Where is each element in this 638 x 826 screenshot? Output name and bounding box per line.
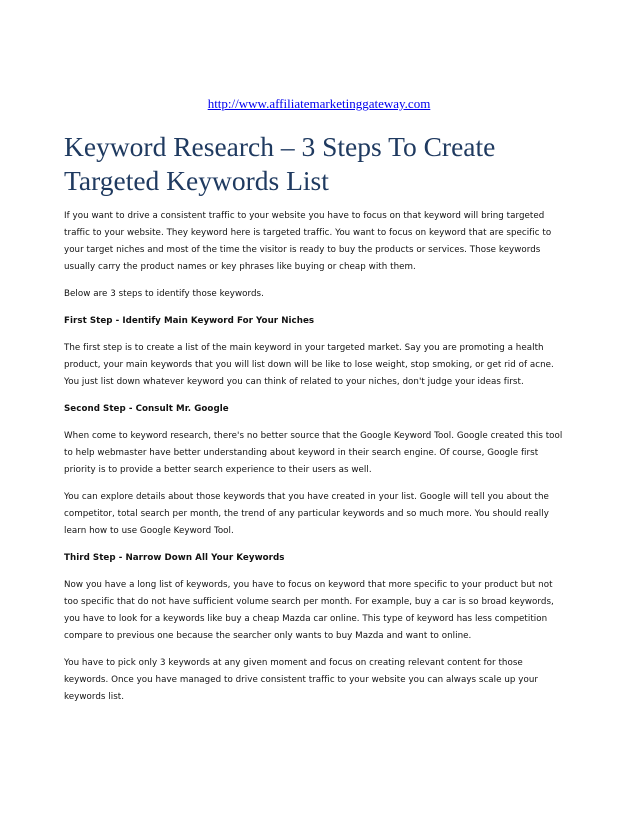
intro-paragraph: If you want to drive a consistent traffic to your website you have to focus on that keyword will bring targeted traffic to your website. They keyword here is targeted traffic. You want to focus on keyword that are specific to your target niches and most of the time the visitor is ready to buy the products or services. Those keywords usually carry the product names or key phrases like buying or cheap with them. xyxy=(64,211,552,272)
step3-paragraph-2: You have to pick only 3 keywords at any given moment and focus on creating relevant content for those keywords. Once you have managed to drive consistent traffic to your website you can always scale up your keywords list. xyxy=(64,658,539,702)
step3-paragraph-1: Now you have a long list of keywords, you have to focus on keyword that more specific to your product but not too specific that do not have sufficient volume search per month. For example, buy a car is so broad keywords, you have to look for a keywords like buy a cheap Mazda car online. This type of keyword has less competition compare to previous one because the searcher only wants to buy Mazda and want to online. xyxy=(64,580,554,641)
step2-paragraph-2: You can explore details about those keywords that you have created in your list. Google will tell you about the competitor, total search per month, the trend of any particular keywords and so much more. You should really learn how to use Google Keyword Tool. xyxy=(64,492,549,536)
step1-heading: First Step - Identify Main Keyword For Your Niches xyxy=(64,316,315,326)
article-body xyxy=(64,130,564,716)
step2-paragraph-1: When come to keyword research, there's no better source that the Google Keyword Tool. Google created this tool to help webmaster have better understanding about keyword in their search engine. Of course, Google first priority is to provide a better search experience to their users as well. xyxy=(64,431,563,475)
step2-heading: Second Step - Consult Mr. Google xyxy=(64,404,229,414)
steps-intro-paragraph: Below are 3 steps to identify those keywords. xyxy=(64,289,264,299)
site-url-link[interactable]: http://www.affiliatemarketinggateway.com xyxy=(207,96,431,111)
step1-paragraph: The first step is to create a list of the main keyword in your targeted market. Say you are promoting a health product, your main keywords that you will list down will be like to lose weight, stop smoking, or get rid of acne. You just list down whatever keyword you can think of related to your niches, don't judge your ideas first. xyxy=(64,343,554,387)
step3-heading: Third Step - Narrow Down All Your Keywords xyxy=(64,553,285,563)
article-title: Keyword Research – 3 Steps To Create Targeted Keywords List xyxy=(64,131,496,196)
